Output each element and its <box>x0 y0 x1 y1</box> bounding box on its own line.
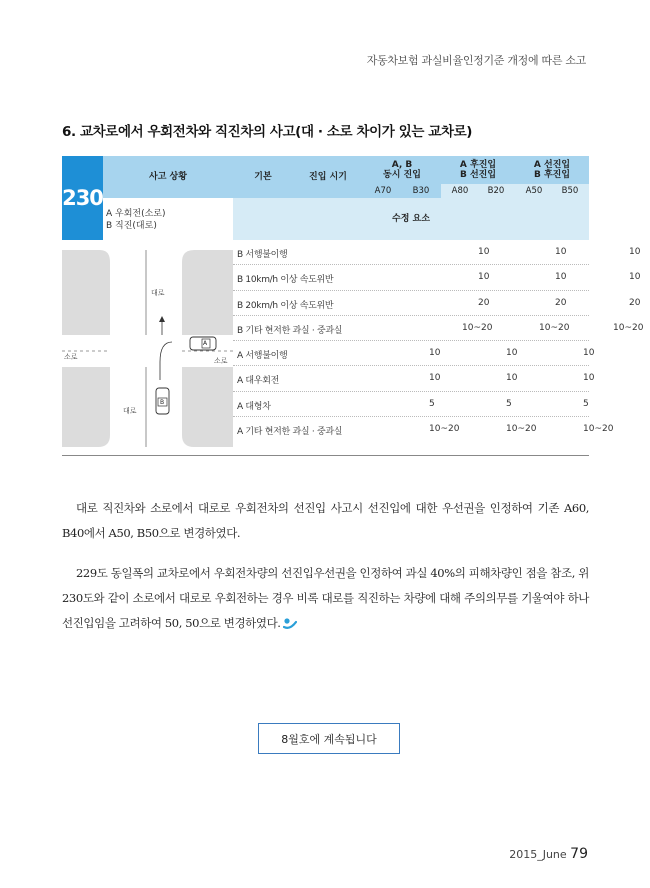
modifier-label: A 기타 현저한 과실 · 중과실 <box>237 427 343 438</box>
end-mark-icon <box>283 617 297 629</box>
vehicle-description <box>106 208 166 232</box>
page-footer <box>509 846 588 862</box>
modifier-value: 10 <box>555 247 567 257</box>
modifier-value: 10~20 <box>462 322 493 333</box>
modifier-value: 10 <box>583 348 595 359</box>
modifier-value: 10 <box>478 272 490 283</box>
modifier-row <box>233 316 644 341</box>
modifier-value: 20 <box>478 297 490 308</box>
body-paragraph-2-text: 229도 동일폭의 교차로에서 우회전차량의 선진입우선권을 인정하여 과실 40%의 피해차량인 점을 참조, 위 230도와 같이 소로에서 대로로 우회전하는 경우 비록 대로를 직진하는 차량에 대해 주의의무를 기울여야 하나 선진입임을 고려하여 50, 50으로 변경하였다. <box>62 566 589 630</box>
ratio-b-1: B30 <box>412 186 430 196</box>
modifier-value: 10 <box>506 373 518 384</box>
timing-group-3-line1: A 선진입 <box>533 160 571 170</box>
modifier-label: B 20km/h 이상 속도위반 <box>237 300 334 311</box>
modifier-row <box>233 341 595 366</box>
body-paragraph-2 <box>62 561 589 636</box>
continue-note-box: 8월호에 계속됩니다 <box>258 723 400 754</box>
timing-group-2 <box>441 160 515 180</box>
car-b-label: B <box>160 399 165 406</box>
col-base: 기본 <box>254 172 272 182</box>
modifier-value: 20 <box>629 297 641 308</box>
modifier-row <box>233 265 641 290</box>
modifier-label: B 기타 현저한 과실 · 중과실 <box>237 325 343 336</box>
ratio-b-2: B20 <box>487 186 505 196</box>
ratio-b-3: B50 <box>561 186 579 196</box>
modifier-value: 10~20 <box>429 424 460 435</box>
modifier-value: 10 <box>478 247 490 257</box>
timing-group-1 <box>363 160 441 180</box>
block-bottom-right <box>182 367 233 447</box>
modifier-value: 10 <box>506 348 518 359</box>
modifier-label: B 서행불이행 <box>237 250 288 260</box>
modifier-label: A 대우회전 <box>237 376 279 387</box>
modifier-row <box>233 392 589 417</box>
timing-group-2-line2: B 선진입 <box>459 170 497 180</box>
car-a-label: A <box>203 340 208 347</box>
road-small-right-label: 소로 <box>214 357 228 365</box>
road-main-top-label: 대로 <box>151 289 165 297</box>
modifier-value: 10~20 <box>613 322 644 333</box>
modifier-value: 10 <box>583 373 595 384</box>
case-number: 230 <box>62 156 103 240</box>
footer-issue: 2015_June <box>509 848 567 861</box>
timing-group-1-line2: 동시 진입 <box>383 170 421 180</box>
body-paragraph-1: 대로 직진차와 소로에서 대로로 우회전차의 선진입 사고시 선진입에 대한 우선권을 인정하여 기존 A60, B40에서 A50, B50으로 변경하였다. <box>62 501 589 540</box>
intersection-diagram <box>62 240 233 454</box>
modifier-value: 5 <box>583 398 589 409</box>
section-title: 6. 교차로에서 우회전차와 직진차의 사고(대 · 소로 차이가 있는 교차로) <box>62 124 472 140</box>
ratio-a-2: A80 <box>451 186 469 196</box>
intersection-svg <box>62 240 233 454</box>
modifier-label: A 대형차 <box>237 401 271 412</box>
modifier-value: 10 <box>429 373 441 384</box>
fault-ratio-figure <box>62 156 644 456</box>
ratio-a-3: A50 <box>525 186 543 196</box>
road-small-left-label: 소로 <box>64 353 78 361</box>
road-main-bottom-label: 대로 <box>123 407 137 415</box>
timing-group-3 <box>515 160 589 180</box>
modifier-value: 10 <box>429 348 441 359</box>
vehicle-a-label: A 우회전(소로) <box>106 209 166 219</box>
modifier-label: B 10km/h 이상 속도위반 <box>237 275 334 286</box>
col-timing: 진입 시기 <box>309 172 347 182</box>
modifier-value: 5 <box>506 398 512 409</box>
modifier-value: 10 <box>555 272 567 283</box>
page-number: 79 <box>570 846 588 862</box>
modifier-value: 10~20 <box>539 322 570 333</box>
modifier-value: 10~20 <box>583 424 614 435</box>
modifier-row <box>233 240 641 265</box>
modifier-value: 20 <box>555 297 567 308</box>
block-bottom-left <box>62 367 110 447</box>
modifier-row <box>233 366 595 391</box>
modifier-value: 5 <box>429 398 435 409</box>
modifiers-title: 수정 요소 <box>392 214 430 224</box>
block-top-left <box>62 250 110 335</box>
modifier-rows <box>233 240 644 441</box>
running-header: 자동차보험 과실비율인정기준 개정에 따른 소고 <box>366 54 586 67</box>
col-situation: 사고 상황 <box>149 172 187 182</box>
modifier-row <box>233 417 614 441</box>
modifier-value: 10 <box>629 247 641 257</box>
modifier-value: 10 <box>629 272 641 283</box>
modifier-label: A 서행불이행 <box>237 351 288 362</box>
block-top-right <box>182 250 233 335</box>
timing-group-1-line1: A, B <box>391 160 413 170</box>
modifier-row <box>233 291 641 316</box>
timing-group-3-line2: B 후진입 <box>533 170 571 180</box>
modifier-value: 10~20 <box>506 424 537 435</box>
ratio-a-1: A70 <box>374 186 392 196</box>
timing-group-2-line1: A 후진입 <box>459 160 497 170</box>
vehicle-b-label: B 직진(대로) <box>106 221 157 231</box>
